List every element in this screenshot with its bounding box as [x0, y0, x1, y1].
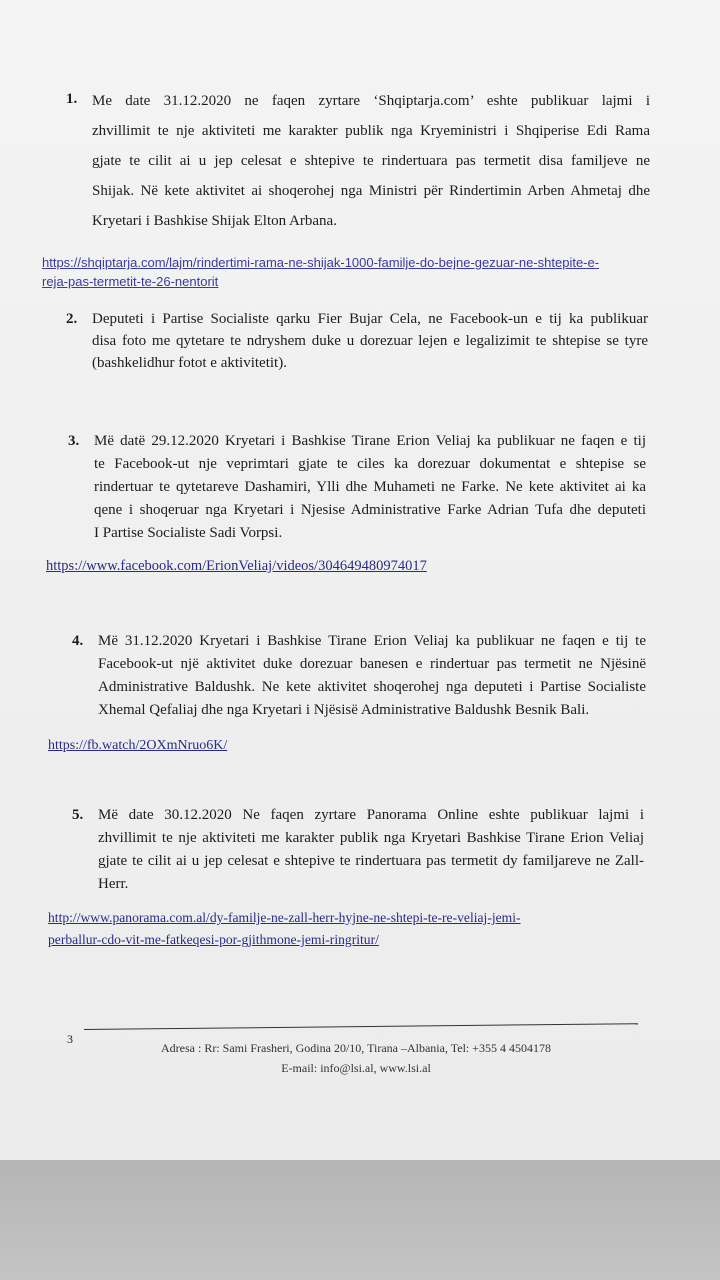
item-number: 1.	[66, 91, 78, 107]
item-line: Facebook-ut një aktivitet duke dorezuar banesen e rindertuar pas termetit ne Njësinë	[98, 656, 646, 672]
item-line: I Partise Socialiste Sadi Vorpsi.	[94, 525, 283, 541]
item-line: Shijak. Në kete aktivitet ai shoqerohej nga Ministri për Rindertimin Arben Ahmetaj dhe	[92, 183, 650, 199]
item-line: Më datë 29.12.2020 Kryetari i Bashkise Tirane Erion Veliaj ka publikuar ne faqen e tij	[94, 433, 646, 449]
item-line: Xhemal Qefaliaj dhe nga Kryetari i Njësisë Administrative Baldushk Besnik Bali.	[98, 702, 590, 718]
source-link-1[interactable]: https://shqiptarja.com/lajm/rindertimi-rama-ne-shijak-1000-familje-do-bejne-gezuar-ne-shtepite-e- reja-pas-termetit-te-26-nentorit	[42, 255, 600, 289]
item-number: 4.	[72, 633, 84, 649]
page-number: 3	[67, 1032, 73, 1046]
source-link-4[interactable]: https://fb.watch/2OXmNruo6K/	[48, 738, 228, 753]
footer-address: Adresa : Rr: Sami Frasheri, Godina 20/10, Tirana –Albania, Tel: +355 4 4504178	[161, 1041, 551, 1055]
item-line: gjate te cilit ai u jep celesat e shtepive te rindertuara pas termetit dy familjareve ne Zall-	[98, 853, 644, 869]
item-line: qene i shoqeruar nga Kryetari i Njesise Administrative Farke Adrian Tufa dhe deputeti	[94, 502, 646, 518]
item-line: Më date 30.12.2020 Ne faqen zyrtare Panorama Online eshte publikuar lajmi i	[98, 807, 644, 823]
item-line: Kryetari i Bashkise Shijak Elton Arbana.	[92, 213, 337, 229]
item-number: 3.	[68, 433, 80, 449]
item-line: Herr.	[98, 876, 129, 892]
item-number: 2.	[66, 311, 78, 327]
footer-divider	[84, 1023, 638, 1030]
item-line: (bashkelidhur fotot e aktivitetit).	[92, 355, 287, 371]
item-line: Me date 31.12.2020 ne faqen zyrtare ‘Shqiptarja.com’ eshte publikuar lajmi i	[92, 93, 650, 109]
item-line: Deputeti i Partise Socialiste qarku Fier Bujar Cela, ne Facebook-un e tij ka publikuar	[92, 311, 648, 327]
item-line: disa foto me qytetare te ndryshem duke u dorezuar lejen e legalizimit te shtepise se tyre	[92, 333, 648, 349]
item-line: gjate te cilit ai u jep celesat e shtepive te rindertuara pas termetit disa familjeve ne	[92, 153, 650, 169]
item-line: zhvillimit te nje aktiviteti me karakter publik nga Kryeministri i Shqiperise Edi Rama	[92, 123, 650, 139]
item-line: Administrative Baldushk. Ne kete aktivitet shoqerohej nga deputeti i Partise Socialiste	[98, 679, 646, 695]
item-line: te Facebook-ut nje veprimtari gjate te ciles ka dorezuar dokumentat e shtepise se	[94, 456, 646, 472]
list-item-5	[72, 804, 644, 896]
list-item-3	[68, 430, 646, 545]
list-item-4	[72, 630, 646, 722]
list-item-2	[66, 308, 648, 374]
item-line: Më 31.12.2020 Kryetari i Bashkise Tirane Erion Veliaj ka publikuar ne faqen e tij te	[98, 633, 646, 649]
source-link-5[interactable]: http://www.panorama.com.al/dy-familje-ne-zall-herr-hyjne-ne-shtepi-te-re-veliaj-jemi- perballur-cdo-vit-me-fatkeqesi-por-gjithmone-jemi-ringritur/	[48, 910, 521, 947]
list-item-1	[66, 86, 650, 236]
footer-email: E-mail: info@lsi.al, www.lsi.al	[281, 1061, 431, 1075]
item-line: rindertuar te qytetareve Dashamiri, Ylli dhe Muhameti ne Farke. Ne kete aktivitet ai ka	[94, 479, 646, 495]
desk-surface	[0, 1160, 720, 1280]
source-link-3[interactable]: https://www.facebook.com/ErionVeliaj/videos/304649480974017	[46, 558, 427, 574]
item-line: zhvillimit te nje aktiviteti me karakter publik nga Kryetari Bashkise Tirane Erion Veliaj	[98, 830, 644, 846]
item-number: 5.	[72, 807, 84, 823]
